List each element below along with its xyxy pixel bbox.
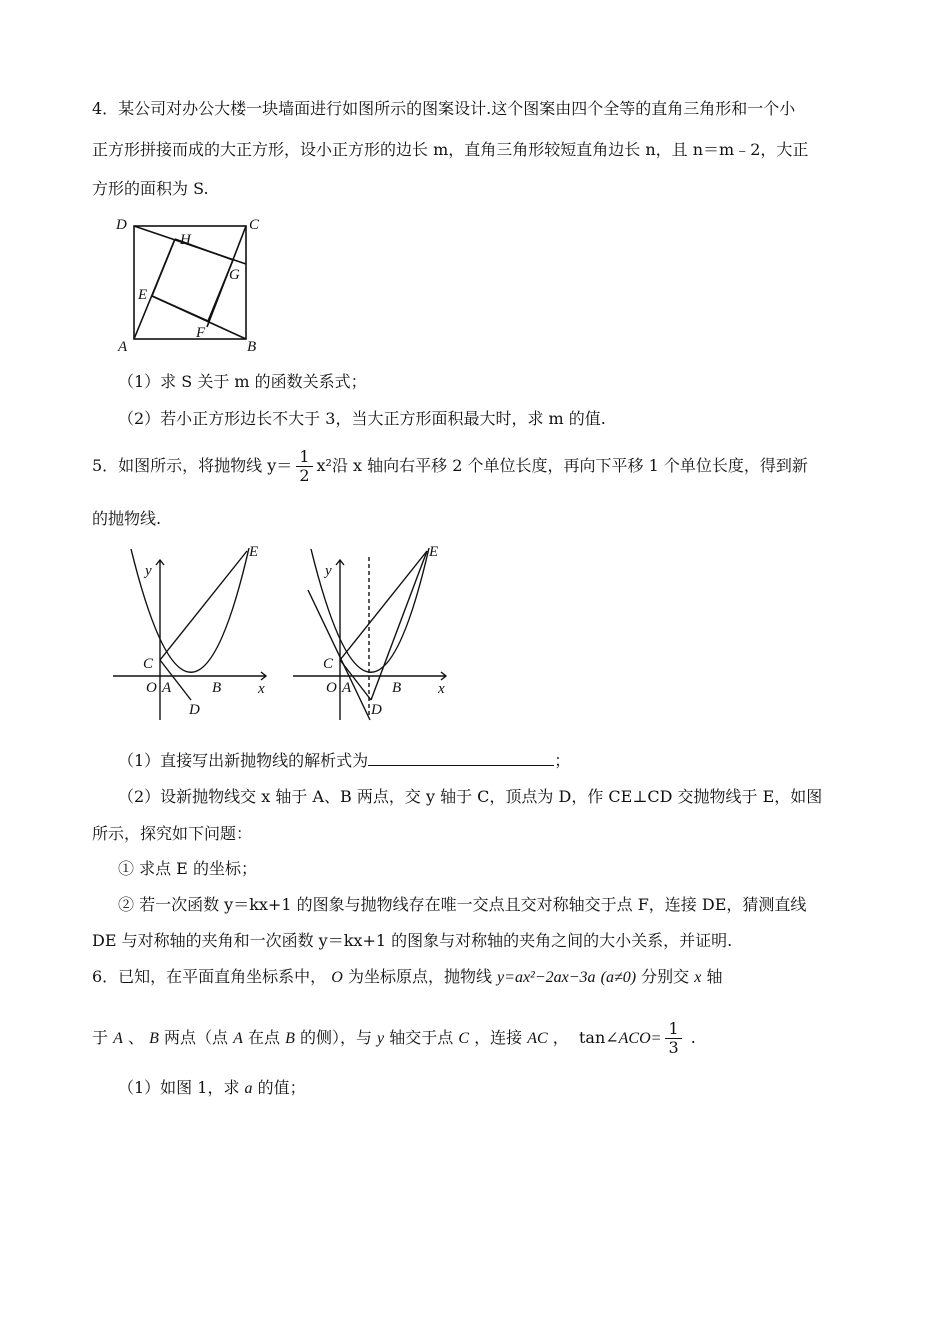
- q6-O: O: [331, 969, 343, 986]
- fig1-label-x: x: [258, 681, 265, 697]
- q6-l2-d: 在点: [247, 1028, 280, 1047]
- q4-sub-2: （2）若小正方形边长不大于 3，当大正方形面积最大时，求 m 的值.: [118, 409, 606, 428]
- q5-figure-1: [110, 540, 280, 725]
- q6-B-2: B: [285, 1030, 295, 1047]
- q6-x: x: [694, 969, 702, 986]
- label-A: A: [118, 339, 128, 355]
- line-DE: [371, 551, 427, 700]
- q6-tan-den: 3: [668, 1038, 679, 1057]
- fig1-label-C: C: [143, 656, 154, 672]
- label-C: C: [249, 217, 260, 233]
- q5-sub-2-line-1: （2）设新抛物线交 x 轴于 A、B 两点，交 y 轴于 C，顶点为 D，作 CE⊥CD 交抛物线于 E，如图: [118, 787, 823, 806]
- label-B: B: [247, 339, 257, 355]
- fig2-label-B: B: [392, 680, 402, 696]
- q5-line-1: [92, 446, 808, 486]
- q6-condition: (a≠0): [600, 969, 637, 986]
- q5-circle-2-line-2: DE 与对称轴的夹角和一次函数 y＝kx+1 的图象与对称轴的夹角之间的大小关系，并证明.: [92, 931, 733, 950]
- q6-l1-d: 轴: [706, 967, 723, 986]
- q6-l2-g: ，连接: [474, 1028, 523, 1047]
- label-G: G: [229, 267, 240, 283]
- q6-y: y: [377, 1030, 385, 1047]
- q6-B: B: [149, 1030, 159, 1047]
- q5-line-1-a: 5．如图所示，将抛物线 y＝: [92, 456, 293, 475]
- q5-answer-blank: [368, 749, 554, 766]
- q6-sub-1-a: （1）如图 1，求: [118, 1078, 240, 1097]
- q6-tan-num: 1: [665, 1020, 681, 1039]
- q6-l2-h: ，: [552, 1028, 569, 1047]
- q6-a: a: [244, 1080, 253, 1097]
- q6-l1-a: 6．已知，在平面直角坐标系中，: [92, 967, 327, 986]
- q6-sub-1: [118, 1077, 306, 1100]
- fig2-label-D: D: [371, 702, 382, 718]
- q6-sub-1-b: 的值；: [257, 1078, 306, 1097]
- q6-line-2: [92, 1018, 696, 1059]
- fig2-label-E: E: [429, 544, 439, 560]
- fig2-label-O: O: [326, 680, 337, 696]
- q6-l1-b: 为坐标原点，抛物线: [347, 967, 492, 986]
- fig2-label-A: A: [342, 680, 352, 696]
- q6-line-1: [92, 966, 723, 989]
- q6-l2-c: 两点（点: [163, 1028, 228, 1047]
- q5-sub-1: [118, 749, 570, 772]
- q6-A-2: A: [233, 1030, 243, 1047]
- q6-tan: tan∠: [578, 1028, 619, 1047]
- q6-l2-e: 的侧），与: [299, 1028, 372, 1047]
- q5-sub-2-line-2: 所示，探究如下问题：: [92, 824, 253, 843]
- q6-l2-f: 轴交于点: [389, 1028, 454, 1047]
- q4-line-1: 4．某公司对办公大楼一块墙面进行如图所示的图案设计.这个图案由四个全等的直角三角形和一个小: [92, 99, 796, 118]
- q6-ACO: ACO=: [618, 1030, 662, 1047]
- fig1-label-A: A: [162, 680, 172, 696]
- label-F: F: [196, 325, 206, 341]
- q4-line-2: 正方形拼接而成的大正方形，设小正方形的边长 m，直角三角形较短直角边长 n，且 n＝m﹣2，大正: [92, 140, 809, 159]
- q5-sub-1-end: ；: [554, 751, 571, 770]
- fig2-label-x: x: [438, 681, 445, 697]
- q6-C: C: [458, 1030, 470, 1047]
- q6-l2-a: 于: [92, 1028, 109, 1047]
- fig1-label-B: B: [212, 680, 222, 696]
- fig2-label-y: y: [325, 563, 332, 579]
- fig1-label-D: D: [189, 702, 200, 718]
- q6-l2-b: 、: [127, 1028, 144, 1047]
- q5-figure-2: [290, 540, 455, 725]
- label-D: D: [116, 217, 127, 233]
- inner-EH: [152, 239, 175, 296]
- q6-l1-c: 分别交: [641, 967, 690, 986]
- q5-line-1-b: x²沿 x 轴向右平移 2 个单位长度，再向下平移 1 个单位长度，得到新: [316, 456, 808, 475]
- line-kx: [308, 590, 370, 720]
- q6-A: A: [113, 1030, 123, 1047]
- q6-l2-i: .: [690, 1028, 696, 1047]
- q5-circle-1: ① 求点 E 的坐标；: [118, 859, 257, 878]
- q4-line-3: 方形的面积为 S.: [92, 179, 209, 198]
- q5-frac-den: 2: [299, 466, 310, 485]
- q6-tan-fraction: [665, 1020, 681, 1057]
- q5-circle-2-line-1: ② 若一次函数 y＝kx+1 的图象与抛物线存在唯一交点且交对称轴交于点 F，连接 DE，猜测直线: [118, 895, 807, 914]
- q5-sub-1-text: （1）直接写出新抛物线的解析式为: [118, 751, 369, 770]
- q4-square-figure: [110, 212, 270, 357]
- fig1-label-E: E: [249, 544, 259, 560]
- q5-fraction: [296, 448, 312, 485]
- q6-equation: y=ax²−2ax−3a: [497, 969, 596, 986]
- label-E: E: [138, 287, 148, 303]
- inner-FE: [152, 296, 208, 321]
- q4-sub-1: （1）求 S 关于 m 的函数关系式；: [118, 372, 367, 391]
- fig2-label-C: C: [323, 656, 334, 672]
- q5-frac-num: 1: [296, 448, 312, 467]
- fig1-label-O: O: [146, 680, 157, 696]
- fig1-label-y: y: [145, 563, 152, 579]
- label-H: H: [180, 232, 191, 248]
- q6-AC: AC: [527, 1030, 548, 1047]
- q5-line-2: 的抛物线.: [92, 509, 162, 528]
